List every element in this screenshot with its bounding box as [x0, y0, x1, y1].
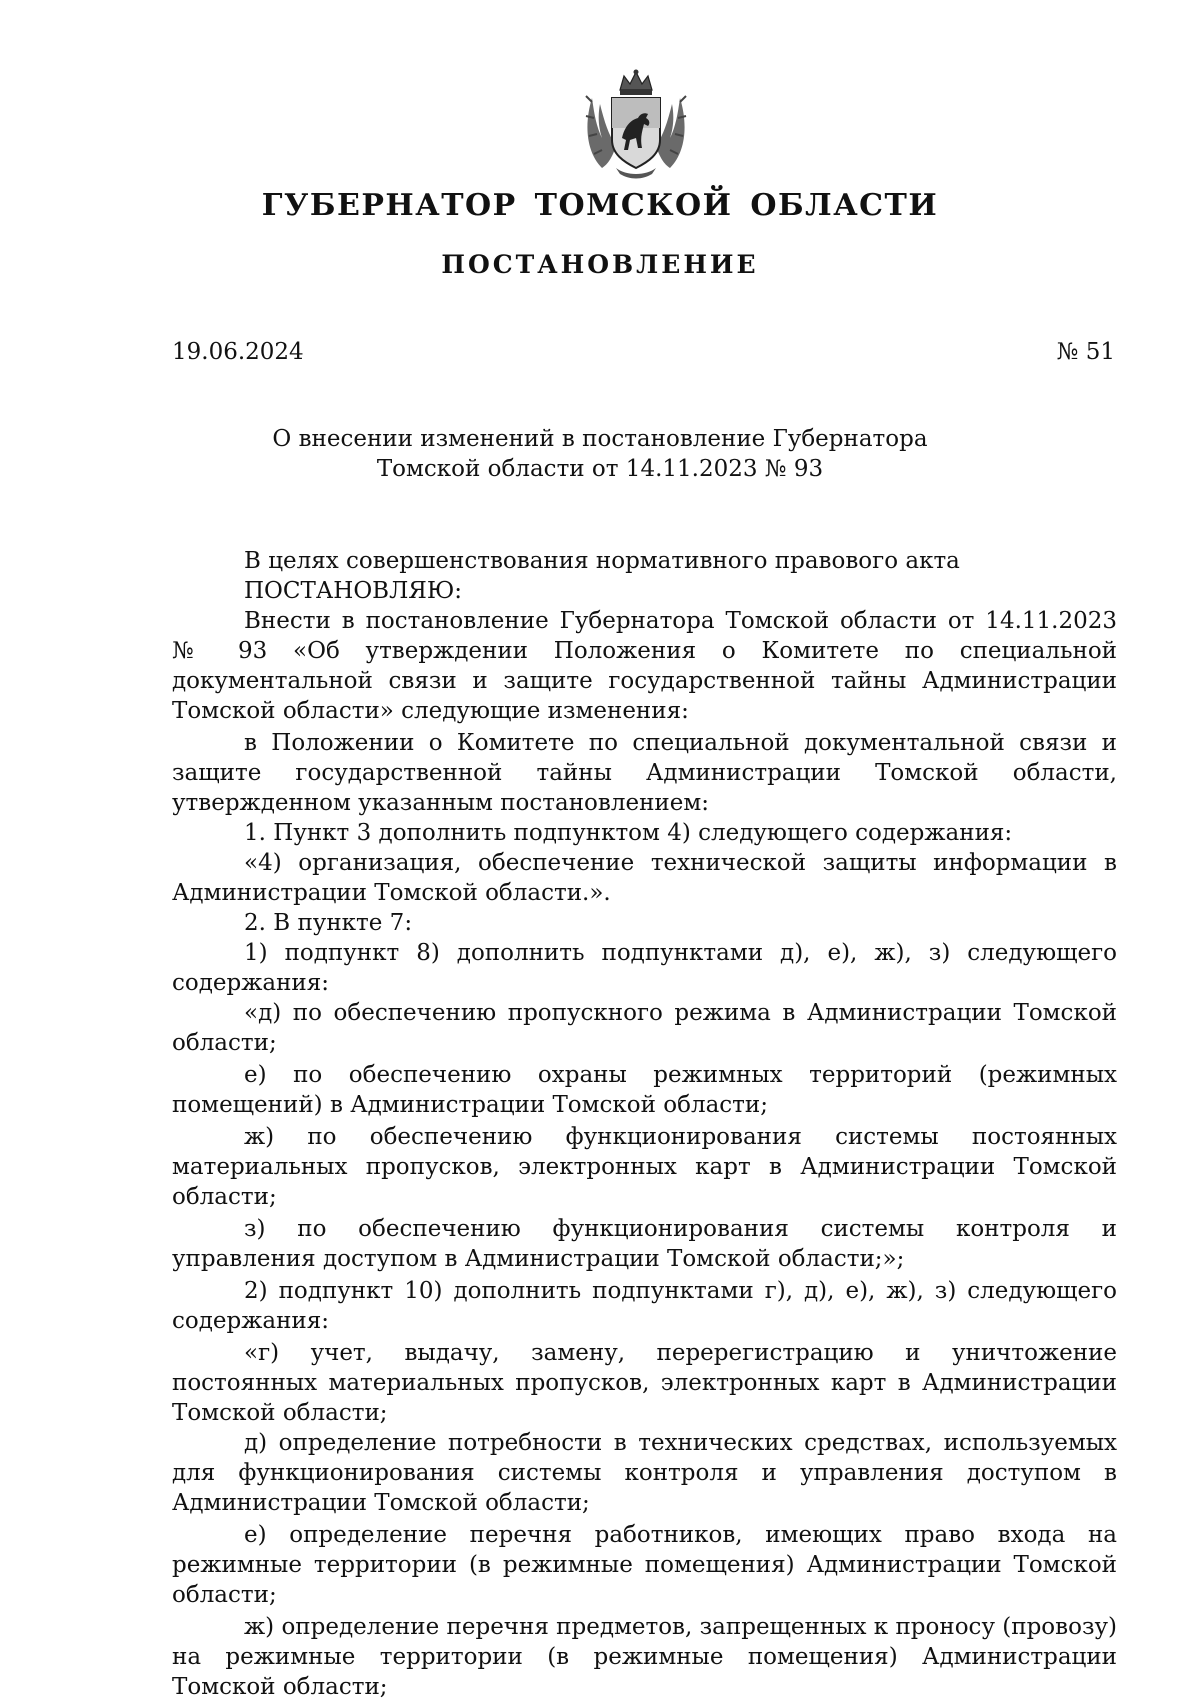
issuing-authority-title: ГУБЕРНАТОР ТОМСКОЙ ОБЛАСТИ: [261, 188, 939, 223]
paragraph-regulation-reference: в Положении о Комитете по специальной документальной связи и защите государственной тайны Администрации Томской области, утвержденном указанным постановлением:: [172, 730, 1117, 816]
paragraph-sub-d-2: д) определение потребности в технических средствах, используемых для функционирования системы контроля и управления доступом в Администрации Томской области;: [172, 1430, 1117, 1516]
paragraph-item-1-text: «4) организация, обеспечение технической защиты информации в Администрации Томской области.».: [172, 850, 1117, 906]
paragraph-preamble: В целях совершенствования нормативного правового акта: [244, 548, 960, 574]
coat-of-arms-icon: [582, 68, 690, 180]
paragraph-item-2: 2. В пункте 7:: [244, 910, 413, 936]
paragraph-sub-e-2: е) определение перечня работников, имеющих право входа на режимные территории (в режимные помещения) Администрации Томской области;: [172, 1522, 1117, 1608]
paragraph-sub-zh-2: ж) определение перечня предметов, запрещенных к проносу (провозу) на режимные территории (в режимные помещения) Администрации Томской области;: [172, 1614, 1118, 1700]
paragraph-sub-d: «д) по обеспечению пропускного режима в Администрации Томской области;: [172, 1000, 1117, 1056]
paragraph-item-2-sub-2: 2) подпункт 10) дополнить подпунктами г), д), е), ж), з) следующего содержания:: [172, 1278, 1117, 1334]
document-type-heading: ПОСТАНОВЛЕНИЕ: [441, 250, 759, 279]
paragraph-sub-zh: ж) по обеспечению функционирования системы постоянных материальных пропусков, электронных карт в Администрации Томской области;: [172, 1124, 1117, 1210]
paragraph-main-amendment: Внести в постановление Губернатора Томской области от 14.11.2023 № 93 «Об утверждении Положения о Комитете по специальной документальной связи и защите государственной тайны Администрации Томской области» следующие изменения:: [172, 608, 1117, 724]
subject-line-1: О внесении изменений в постановление Губернатора: [272, 426, 928, 452]
paragraph-item-2-sub-1: 1) подпункт 8) дополнить подпунктами д), е), ж), з) следующего содержания:: [172, 940, 1117, 996]
document-date: 19.06.2024: [172, 339, 304, 365]
document-number: № 51: [1056, 339, 1115, 365]
paragraph-item-1: 1. Пункт 3 дополнить подпунктом 4) следующего содержания:: [244, 820, 1013, 846]
paragraph-sub-z: з) по обеспечению функционирования системы контроля и управления доступом в Администрации Томской области;»;: [172, 1216, 1117, 1272]
paragraph-resolve: ПОСТАНОВЛЯЮ:: [244, 578, 463, 604]
paragraph-sub-e: е) по обеспечению охраны режимных территорий (режимных помещений) в Администрации Томской области;: [172, 1062, 1117, 1118]
document-subject: [0, 424, 1200, 484]
subject-line-2: Томской области от 14.11.2023 № 93: [376, 456, 824, 482]
document-body: [172, 546, 1117, 1702]
paragraph-sub-g: «г) учет, выдачу, замену, перерегистрацию и уничтожение постоянных материальных пропусков, электронных карт в Администрации Томской области;: [172, 1340, 1117, 1426]
